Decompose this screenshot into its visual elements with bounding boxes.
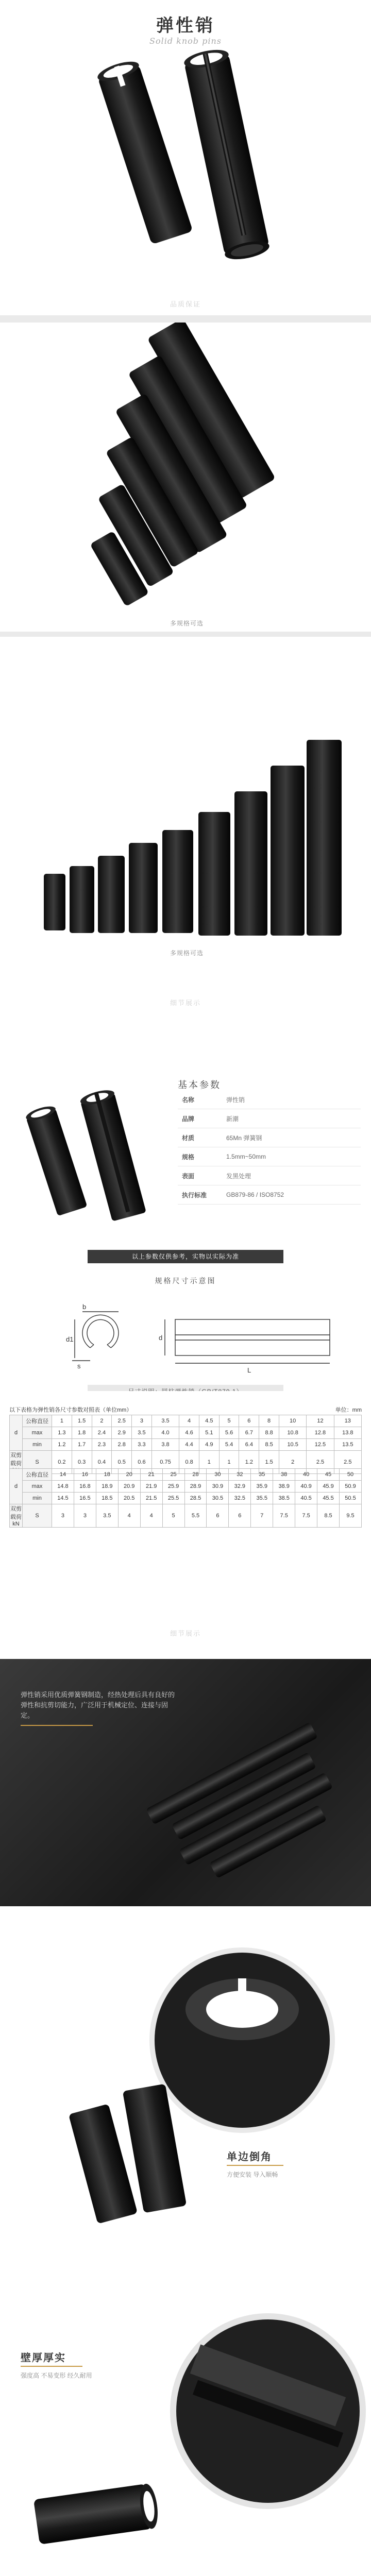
table-row bbox=[178, 1090, 361, 1109]
cell: 14 bbox=[52, 1469, 74, 1481]
table-row bbox=[178, 1166, 361, 1185]
cell: 13.5 bbox=[334, 1439, 361, 1451]
param-key: 规格 bbox=[178, 1147, 222, 1166]
cell: 35 bbox=[251, 1469, 273, 1481]
cell: 21.9 bbox=[140, 1481, 162, 1493]
header-cell: min bbox=[23, 1439, 52, 1451]
spec-table-2 bbox=[9, 1468, 362, 1528]
cell: 5.5 bbox=[184, 1504, 207, 1528]
cell: 0.4 bbox=[92, 1451, 112, 1474]
cell: 4.9 bbox=[199, 1439, 219, 1451]
param-key: 表面 bbox=[178, 1166, 222, 1185]
cell: 2.5 bbox=[334, 1451, 361, 1474]
caption-multi-sizes-2: 多规格可选 bbox=[170, 950, 204, 957]
cell: 1 bbox=[219, 1451, 239, 1474]
watermark-detail: 细节展示 bbox=[170, 999, 201, 1007]
cell: 5 bbox=[219, 1415, 239, 1427]
cell: 40 bbox=[295, 1469, 317, 1481]
hero-pins-image bbox=[0, 0, 371, 315]
table-row bbox=[178, 1185, 361, 1205]
cell: 5.6 bbox=[219, 1427, 239, 1439]
multi-size-section-1 bbox=[0, 323, 371, 632]
pin-right bbox=[182, 46, 271, 262]
feature-thick-section bbox=[0, 2267, 371, 2576]
cell: 3.8 bbox=[151, 1439, 179, 1451]
cell: 5 bbox=[162, 1504, 184, 1528]
cell: 2.5 bbox=[307, 1451, 334, 1474]
cell: 50.9 bbox=[339, 1481, 361, 1493]
feature-desc-2: 强度高 不易变形 经久耐用 bbox=[21, 2372, 92, 2379]
param-value: 1.5mm~50mm bbox=[222, 1147, 361, 1166]
cell: 2.3 bbox=[92, 1439, 112, 1451]
params-heading-text: 基本参数 bbox=[178, 1080, 221, 1090]
cell: 12.5 bbox=[307, 1439, 334, 1451]
col-d: d bbox=[10, 1469, 23, 1504]
spec-title-text: 以下表格为弹性销各尺寸参数对照表（单位mm） bbox=[9, 1407, 132, 1413]
cell: 35.9 bbox=[251, 1481, 273, 1493]
cell: 35.5 bbox=[251, 1493, 273, 1504]
cell: 0.5 bbox=[112, 1451, 132, 1474]
hero-section bbox=[0, 0, 371, 315]
watermark-quality: 品质保证 bbox=[170, 300, 201, 308]
cell: 3 bbox=[52, 1504, 74, 1528]
cell: 4.5 bbox=[199, 1415, 219, 1427]
cell: 3.5 bbox=[151, 1415, 179, 1427]
cell: 40.5 bbox=[295, 1493, 317, 1504]
cell: 10 bbox=[279, 1415, 306, 1427]
cell: 4 bbox=[179, 1415, 199, 1427]
cell: 30.9 bbox=[207, 1481, 229, 1493]
cell: 14.5 bbox=[52, 1493, 74, 1504]
cell: 18.9 bbox=[96, 1481, 118, 1493]
cell: 7 bbox=[251, 1504, 273, 1528]
spec-section bbox=[0, 1391, 371, 1556]
cell: 25.5 bbox=[162, 1493, 184, 1504]
feature-desc-1: 方便安装 导入顺畅 bbox=[227, 2171, 278, 2178]
cell: 3 bbox=[74, 1504, 96, 1528]
params-pins-image bbox=[10, 1085, 180, 1240]
cell: 1.7 bbox=[72, 1439, 92, 1451]
pin-stack bbox=[15, 323, 294, 607]
cell: 38.9 bbox=[273, 1481, 295, 1493]
cell: 5.1 bbox=[199, 1427, 219, 1439]
cell: 1.2 bbox=[239, 1451, 259, 1474]
cell: 45.5 bbox=[317, 1493, 340, 1504]
pins-row-image bbox=[0, 637, 371, 961]
cell: 40.9 bbox=[295, 1481, 317, 1493]
cell: 4 bbox=[140, 1504, 162, 1528]
product-subtitle: Solid knob pins bbox=[149, 36, 222, 46]
cell: 7.5 bbox=[273, 1504, 295, 1528]
diagram-heading-text: 规格尺寸示意图 bbox=[155, 1277, 216, 1285]
cell: 3.3 bbox=[132, 1439, 152, 1451]
spec-title bbox=[9, 1405, 362, 1414]
dark-pins-image bbox=[0, 1659, 371, 1906]
spec-table-1 bbox=[9, 1415, 362, 1474]
cell: 6 bbox=[229, 1504, 251, 1528]
param-key: 名称 bbox=[178, 1090, 222, 1109]
table-row bbox=[10, 1481, 362, 1493]
cell: 10.8 bbox=[279, 1427, 306, 1439]
cell: 45.9 bbox=[317, 1481, 340, 1493]
param-key: 执行标准 bbox=[178, 1185, 222, 1205]
multi-size-section-2 bbox=[0, 637, 371, 961]
cell: 45 bbox=[317, 1469, 340, 1481]
watermark-detail-2: 细节展示 bbox=[170, 1630, 201, 1637]
cell: 2.8 bbox=[112, 1439, 132, 1451]
divider bbox=[0, 632, 371, 637]
cell: 38.5 bbox=[273, 1493, 295, 1504]
cell: 1.3 bbox=[52, 1427, 72, 1439]
diagram-heading bbox=[0, 1276, 371, 1286]
cell: 6.4 bbox=[239, 1439, 259, 1451]
cell: 12 bbox=[307, 1415, 334, 1427]
table-row bbox=[10, 1504, 362, 1528]
col-load: 双剪载荷 kN bbox=[10, 1504, 23, 1528]
cell: 0.6 bbox=[132, 1451, 152, 1474]
cell: 10.5 bbox=[279, 1439, 306, 1451]
cell: 4.4 bbox=[179, 1439, 199, 1451]
label-b: b bbox=[82, 1303, 87, 1311]
cell: 25 bbox=[162, 1469, 184, 1481]
cell: 1.5 bbox=[72, 1415, 92, 1427]
gold-line bbox=[227, 2165, 283, 2166]
cell: 1 bbox=[52, 1415, 72, 1427]
cell: 1.8 bbox=[72, 1427, 92, 1439]
header-cell: max bbox=[23, 1481, 52, 1493]
cell: 8.5 bbox=[259, 1439, 279, 1451]
cell: 20.5 bbox=[118, 1493, 140, 1504]
params-heading bbox=[178, 1078, 361, 1091]
cell: 20 bbox=[118, 1469, 140, 1481]
cell: 50 bbox=[339, 1469, 361, 1481]
cell: 28.5 bbox=[184, 1493, 207, 1504]
divider bbox=[0, 315, 371, 323]
cell: 4.0 bbox=[151, 1427, 179, 1439]
cell: 3.5 bbox=[96, 1504, 118, 1528]
cell: 0.75 bbox=[151, 1451, 179, 1474]
param-value: 65Mn 弹簧钢 bbox=[222, 1128, 361, 1147]
product-title: 弹性销 bbox=[156, 16, 215, 36]
pins-group-image bbox=[0, 323, 371, 632]
header-cell: max bbox=[23, 1427, 52, 1439]
feature-chamfer-section bbox=[0, 1906, 371, 2267]
cell: 30 bbox=[207, 1469, 229, 1481]
cell: 32.5 bbox=[229, 1493, 251, 1504]
table-row bbox=[178, 1109, 361, 1128]
feature-label-1: 单边倒角 bbox=[227, 2151, 272, 2163]
dark-feature-text: 弹性销采用优质弹簧钢制造，经热处理后具有良好的弹性和抗剪切能力，广泛用于机械定位、连接与固定。 bbox=[21, 1691, 175, 1719]
cell: 6.7 bbox=[239, 1427, 259, 1439]
cell: 18 bbox=[96, 1469, 118, 1481]
label-d: d bbox=[159, 1334, 163, 1342]
cell: 1.2 bbox=[52, 1439, 72, 1451]
param-key: 材质 bbox=[178, 1128, 222, 1147]
params-table bbox=[178, 1090, 361, 1205]
cell: 3.5 bbox=[132, 1427, 152, 1439]
label-d1: d1 bbox=[66, 1335, 74, 1343]
cell: 7.5 bbox=[295, 1504, 317, 1528]
feature-label-2: 壁厚厚实 bbox=[21, 2352, 66, 2364]
cell: 0.3 bbox=[72, 1451, 92, 1474]
label-L: L bbox=[247, 1366, 251, 1374]
pin-row bbox=[44, 740, 342, 936]
chamfer-image bbox=[0, 1906, 371, 2267]
table-row bbox=[178, 1128, 361, 1147]
caption-multi-sizes: 多规格可选 bbox=[170, 620, 204, 627]
table-row bbox=[10, 1427, 362, 1439]
cell: 13 bbox=[334, 1415, 361, 1427]
cell: 13.8 bbox=[334, 1427, 361, 1439]
cell: 2.4 bbox=[92, 1427, 112, 1439]
cell: 2 bbox=[92, 1415, 112, 1427]
cell: 12.8 bbox=[307, 1427, 334, 1439]
header-cell: S bbox=[23, 1504, 52, 1528]
cell: 8.8 bbox=[259, 1427, 279, 1439]
param-value: 发黑处理 bbox=[222, 1166, 361, 1185]
table-row bbox=[10, 1469, 362, 1481]
cell: 1.5 bbox=[259, 1451, 279, 1474]
cell: 0.8 bbox=[179, 1451, 199, 1474]
cell: 6 bbox=[239, 1415, 259, 1427]
cell: 32.9 bbox=[229, 1481, 251, 1493]
cell: 18.5 bbox=[96, 1493, 118, 1504]
cell: 20.9 bbox=[118, 1481, 140, 1493]
param-value: GB879-86 / ISO8752 bbox=[222, 1185, 361, 1205]
cell: 3 bbox=[132, 1415, 152, 1427]
cell: 4 bbox=[118, 1504, 140, 1528]
spec-unit: 单位：mm bbox=[335, 1407, 362, 1413]
cell: 21.5 bbox=[140, 1493, 162, 1504]
cell: 16.8 bbox=[74, 1481, 96, 1493]
col-load: 双剪载荷 bbox=[10, 1451, 23, 1474]
param-key: 品牌 bbox=[178, 1109, 222, 1128]
header-cell: S bbox=[23, 1451, 52, 1474]
cell: 0.2 bbox=[52, 1451, 72, 1474]
cell: 38 bbox=[273, 1469, 295, 1481]
params-note-banner: 以上参数仅供参考，实物以实际为准 bbox=[88, 1250, 283, 1263]
table-row bbox=[178, 1147, 361, 1166]
cell: 4.6 bbox=[179, 1427, 199, 1439]
header-cell: min bbox=[23, 1493, 52, 1504]
cell: 14.8 bbox=[52, 1481, 74, 1493]
cell: 5.4 bbox=[219, 1439, 239, 1451]
header-cell: 公称直径 bbox=[23, 1469, 52, 1481]
cell: 50.5 bbox=[339, 1493, 361, 1504]
break-section bbox=[0, 1556, 371, 1659]
cell: 25.9 bbox=[162, 1481, 184, 1493]
thick-wall-image bbox=[0, 2267, 371, 2576]
cell: 2.5 bbox=[112, 1415, 132, 1427]
cell: 16 bbox=[74, 1469, 96, 1481]
cell: 1 bbox=[199, 1451, 219, 1474]
cell: 9.5 bbox=[339, 1504, 361, 1528]
cell: 28 bbox=[184, 1469, 207, 1481]
dark-feature-section bbox=[0, 1659, 371, 1906]
table-row bbox=[10, 1415, 362, 1427]
cell: 2.9 bbox=[112, 1427, 132, 1439]
cell: 6 bbox=[207, 1504, 229, 1528]
param-value: 新潮 bbox=[222, 1109, 361, 1128]
pin-left bbox=[95, 58, 193, 245]
cell: 16.5 bbox=[74, 1493, 96, 1504]
table-row bbox=[10, 1439, 362, 1451]
header-cell: 公称直径 bbox=[23, 1415, 52, 1427]
cell: 8.5 bbox=[317, 1504, 340, 1528]
cell: 8 bbox=[259, 1415, 279, 1427]
cell: 30.5 bbox=[207, 1493, 229, 1504]
dimension-diagram bbox=[0, 1291, 371, 1379]
label-s: s bbox=[77, 1362, 81, 1370]
param-value: 弹性销 bbox=[222, 1090, 361, 1109]
cell: 2 bbox=[279, 1451, 306, 1474]
cell: 21 bbox=[140, 1469, 162, 1481]
cell: 28.9 bbox=[184, 1481, 207, 1493]
cell: 32 bbox=[229, 1469, 251, 1481]
col-d: d bbox=[10, 1415, 23, 1451]
table-row bbox=[10, 1493, 362, 1504]
